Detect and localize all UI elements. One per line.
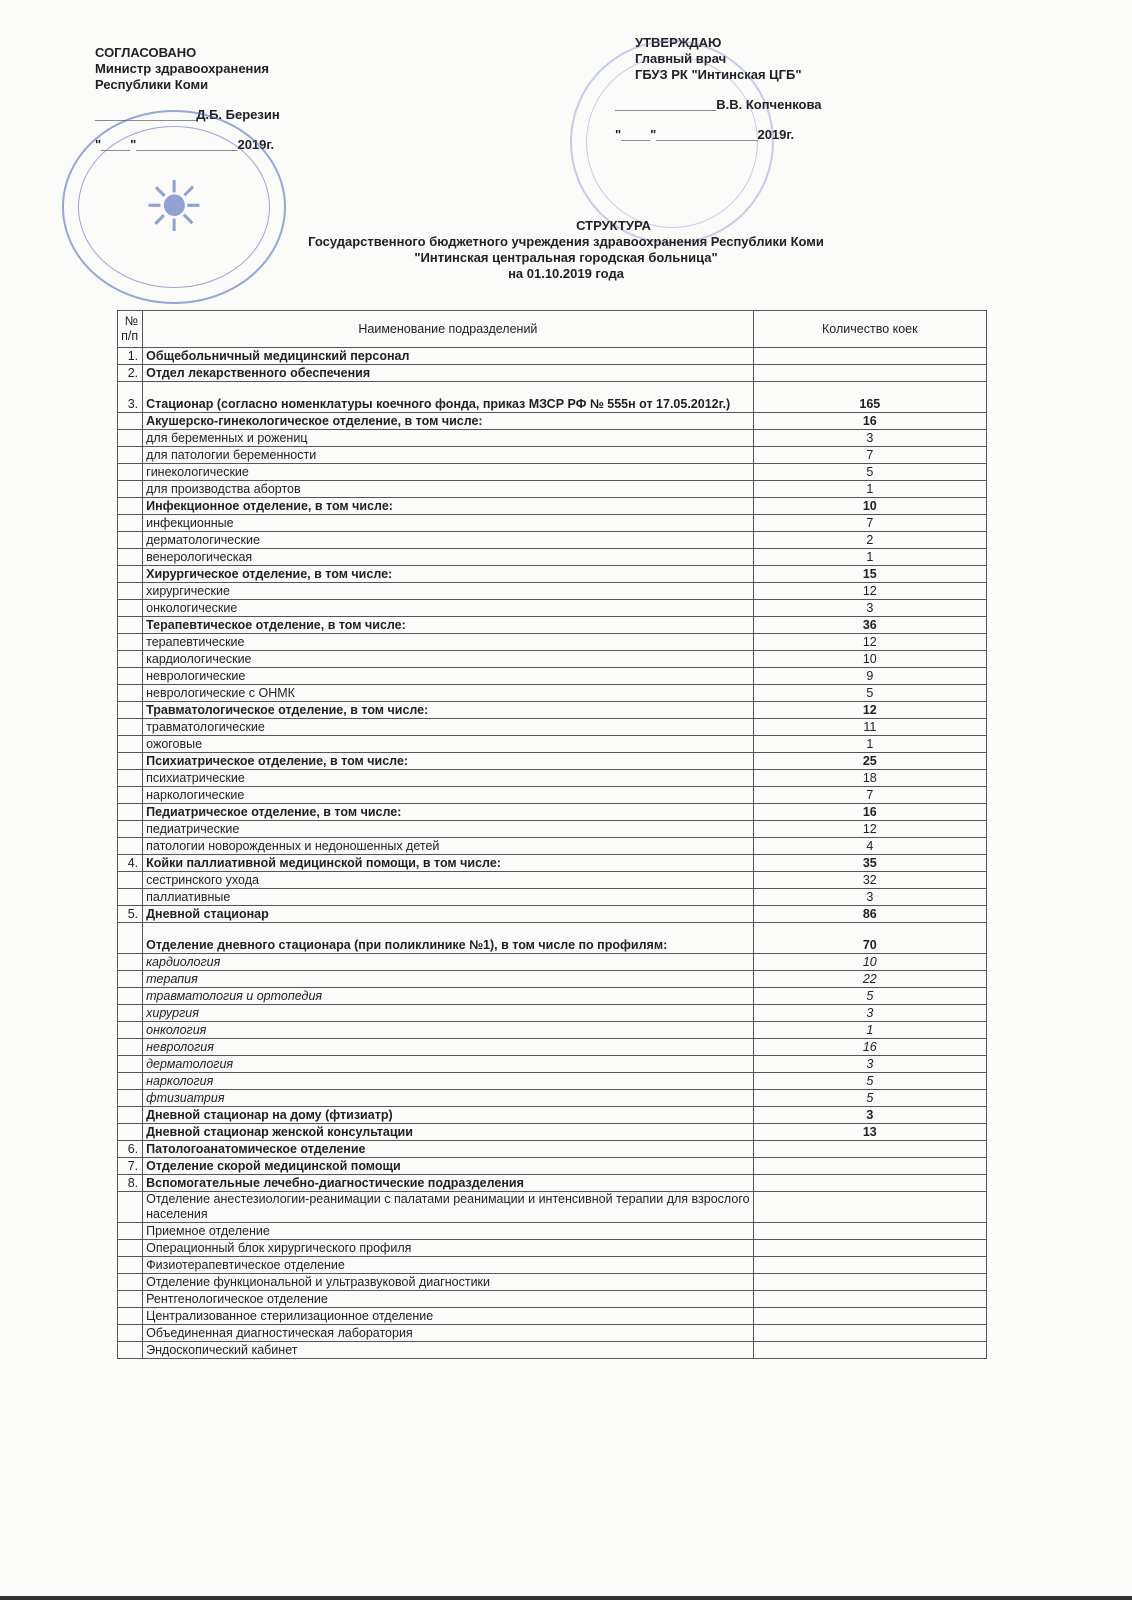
- row-beds: 12: [753, 821, 986, 838]
- row-number: [118, 583, 143, 600]
- row-name: патологии новорожденных и недоношенных детей: [143, 838, 754, 855]
- table-row: [118, 1342, 987, 1359]
- row-number: [118, 617, 143, 634]
- row-number: [118, 498, 143, 515]
- row-name: паллиативные: [143, 889, 754, 906]
- row-number: [118, 532, 143, 549]
- row-beds: 7: [753, 515, 986, 532]
- row-beds: [753, 1192, 986, 1223]
- row-beds: 3: [753, 889, 986, 906]
- approval-line: ______________В.В. Копченкова: [615, 97, 822, 112]
- row-name: Отделение скорой медицинской помощи: [143, 1158, 754, 1175]
- row-number: [118, 685, 143, 702]
- row-beds: [753, 1240, 986, 1257]
- table-row: [118, 532, 987, 549]
- row-name: ожоговые: [143, 736, 754, 753]
- table-row: [118, 1223, 987, 1240]
- row-number: 2.: [118, 365, 143, 382]
- row-beds: 3: [753, 430, 986, 447]
- row-name: инфекционные: [143, 515, 754, 532]
- row-name: наркология: [143, 1073, 754, 1090]
- table-row: [118, 821, 987, 838]
- row-name: неврологические: [143, 668, 754, 685]
- row-name: Хирургическое отделение, в том числе:: [143, 566, 754, 583]
- table-row: [118, 1257, 987, 1274]
- scan-edge: [0, 1596, 1132, 1600]
- table-row: [118, 1056, 987, 1073]
- table-row: [118, 1039, 987, 1056]
- row-name: Травматологическое отделение, в том числе:: [143, 702, 754, 719]
- row-beds: 3: [753, 1005, 986, 1022]
- row-name: Стационар (согласно номенклатуры коечного фонда, приказ МЗСР РФ № 555н от 17.05.2012г.): [143, 382, 754, 413]
- row-number: [118, 600, 143, 617]
- row-name: Патологоанатомическое отделение: [143, 1141, 754, 1158]
- hospital-seal-stamp: [570, 40, 774, 244]
- row-name: онкологические: [143, 600, 754, 617]
- table-row: [118, 1325, 987, 1342]
- row-beds: 11: [753, 719, 986, 736]
- row-number: [118, 1056, 143, 1073]
- row-beds: 10: [753, 498, 986, 515]
- row-name: наркологические: [143, 787, 754, 804]
- approval-line: "____"______________2019г.: [95, 137, 275, 152]
- row-number: [118, 1257, 143, 1274]
- row-number: [118, 1325, 143, 1342]
- table-row: [118, 600, 987, 617]
- row-beds: 9: [753, 668, 986, 685]
- row-beds: 36: [753, 617, 986, 634]
- table-row: [118, 668, 987, 685]
- row-beds: 3: [753, 1056, 986, 1073]
- row-number: [118, 651, 143, 668]
- row-name: Отделение анестезиологии-реанимации с палатами реанимации и интенсивной терапии для взрослого населения: [143, 1192, 754, 1223]
- row-name: Койки паллиативной медицинской помощи, в том числе:: [143, 855, 754, 872]
- row-number: [118, 1005, 143, 1022]
- table-row: [118, 634, 987, 651]
- row-number: [118, 954, 143, 971]
- row-number: [118, 787, 143, 804]
- row-number: [118, 923, 143, 954]
- row-number: [118, 971, 143, 988]
- table-row: [118, 988, 987, 1005]
- table-row: [118, 1090, 987, 1107]
- row-number: 5.: [118, 906, 143, 923]
- table-row: [118, 1073, 987, 1090]
- row-name: Приемное отделение: [143, 1223, 754, 1240]
- row-beds: [753, 1158, 986, 1175]
- row-name: Психиатрическое отделение, в том числе:: [143, 753, 754, 770]
- row-number: 4.: [118, 855, 143, 872]
- row-beds: 10: [753, 651, 986, 668]
- table-row: [118, 1291, 987, 1308]
- row-number: [118, 736, 143, 753]
- row-name: Операционный блок хирургического профиля: [143, 1240, 754, 1257]
- table-row: [118, 515, 987, 532]
- row-name: Объединенная диагностическая лаборатория: [143, 1325, 754, 1342]
- row-number: [118, 549, 143, 566]
- row-number: [118, 1192, 143, 1223]
- row-beds: 5: [753, 1090, 986, 1107]
- header-name: Наименование подразделений: [143, 311, 754, 348]
- table-row: [118, 617, 987, 634]
- row-beds: 16: [753, 1039, 986, 1056]
- table-row: [118, 1005, 987, 1022]
- row-beds: 16: [753, 804, 986, 821]
- row-name: Отделение дневного стационара (при поликлинике №1), в том числе по профилям:: [143, 923, 754, 954]
- row-number: [118, 821, 143, 838]
- row-number: [118, 481, 143, 498]
- table-row: [118, 464, 987, 481]
- row-number: [118, 1240, 143, 1257]
- row-beds: [753, 1291, 986, 1308]
- table-row: [118, 382, 987, 413]
- row-beds: 2: [753, 532, 986, 549]
- table-row: [118, 348, 987, 365]
- row-beds: 86: [753, 906, 986, 923]
- row-number: [118, 719, 143, 736]
- row-beds: [753, 1175, 986, 1192]
- table-row: [118, 804, 987, 821]
- row-beds: 1: [753, 736, 986, 753]
- approval-line: Главный врач: [635, 51, 727, 66]
- row-number: [118, 1022, 143, 1039]
- row-name: дерматология: [143, 1056, 754, 1073]
- row-number: [118, 872, 143, 889]
- table-row: [118, 855, 987, 872]
- row-name: для патологии беременности: [143, 447, 754, 464]
- approval-line: ______________Д.Б. Березин: [95, 107, 280, 122]
- table-row: [118, 583, 987, 600]
- row-name: травматологические: [143, 719, 754, 736]
- row-number: 3.: [118, 382, 143, 413]
- row-number: [118, 1308, 143, 1325]
- row-beds: 5: [753, 464, 986, 481]
- table-row: [118, 430, 987, 447]
- row-beds: 4: [753, 838, 986, 855]
- table-row: [118, 872, 987, 889]
- row-name: кардиологические: [143, 651, 754, 668]
- table-row: [118, 1240, 987, 1257]
- row-number: [118, 1342, 143, 1359]
- row-beds: 35: [753, 855, 986, 872]
- row-beds: 5: [753, 988, 986, 1005]
- approval-line: "____"______________2019г.: [615, 127, 795, 142]
- table-row: [118, 481, 987, 498]
- row-number: [118, 1073, 143, 1090]
- row-number: [118, 988, 143, 1005]
- table-row: [118, 651, 987, 668]
- table-row: [118, 365, 987, 382]
- row-name: терапевтические: [143, 634, 754, 651]
- row-beds: [753, 1223, 986, 1240]
- row-name: хирургические: [143, 583, 754, 600]
- table-row: [118, 923, 987, 954]
- row-name: для беременных и рожениц: [143, 430, 754, 447]
- row-beds: 5: [753, 685, 986, 702]
- table-row: [118, 685, 987, 702]
- approval-line: УТВЕРЖДАЮ: [635, 35, 722, 50]
- table-row: [118, 719, 987, 736]
- row-number: [118, 566, 143, 583]
- structure-table: [117, 310, 987, 1359]
- row-number: [118, 1223, 143, 1240]
- table-row: [118, 702, 987, 719]
- row-number: 6.: [118, 1141, 143, 1158]
- table-row: [118, 498, 987, 515]
- table-row: [118, 566, 987, 583]
- table-row: [118, 787, 987, 804]
- row-number: [118, 447, 143, 464]
- row-number: [118, 838, 143, 855]
- row-beds: [753, 365, 986, 382]
- title-line: СТРУКТУРА: [576, 218, 651, 233]
- row-beds: 12: [753, 634, 986, 651]
- table-row: [118, 447, 987, 464]
- row-name: дерматологические: [143, 532, 754, 549]
- row-name: сестринского ухода: [143, 872, 754, 889]
- row-number: [118, 889, 143, 906]
- table-row: [118, 736, 987, 753]
- row-number: [118, 634, 143, 651]
- row-beds: 18: [753, 770, 986, 787]
- row-beds: 3: [753, 1107, 986, 1124]
- table-row: [118, 1175, 987, 1192]
- row-number: [118, 1039, 143, 1056]
- row-beds: 12: [753, 583, 986, 600]
- row-beds: 32: [753, 872, 986, 889]
- row-name: Рентгенологическое отделение: [143, 1291, 754, 1308]
- row-name: травматология и ортопедия: [143, 988, 754, 1005]
- row-name: Инфекционное отделение, в том числе:: [143, 498, 754, 515]
- row-name: Акушерско-гинекологическое отделение, в том числе:: [143, 413, 754, 430]
- title-line: Государственного бюджетного учреждения здравоохранения Республики Коми: [308, 234, 824, 249]
- table-row: [118, 954, 987, 971]
- table-row: [118, 1274, 987, 1291]
- title-line: на 01.10.2019 года: [508, 266, 624, 281]
- row-number: [118, 668, 143, 685]
- table-row: [118, 1107, 987, 1124]
- row-name: педиатрические: [143, 821, 754, 838]
- approval-line: Министр здравоохранения: [95, 61, 269, 76]
- row-name: Централизованное стерилизационное отделение: [143, 1308, 754, 1325]
- row-beds: 16: [753, 413, 986, 430]
- row-name: Общебольничный медицинский персонал: [143, 348, 754, 365]
- row-number: [118, 1124, 143, 1141]
- row-beds: [753, 348, 986, 365]
- row-number: [118, 464, 143, 481]
- row-beds: [753, 1141, 986, 1158]
- row-beds: [753, 1274, 986, 1291]
- row-number: [118, 1274, 143, 1291]
- row-number: 7.: [118, 1158, 143, 1175]
- table-row: [118, 1124, 987, 1141]
- row-number: [118, 430, 143, 447]
- row-number: [118, 1107, 143, 1124]
- row-name: Отдел лекарственного обеспечения: [143, 365, 754, 382]
- document-title: [0, 218, 1132, 282]
- row-beds: 7: [753, 787, 986, 804]
- row-number: 8.: [118, 1175, 143, 1192]
- row-beds: 10: [753, 954, 986, 971]
- row-beds: [753, 1325, 986, 1342]
- row-beds: 1: [753, 481, 986, 498]
- row-beds: 13: [753, 1124, 986, 1141]
- row-number: [118, 804, 143, 821]
- row-number: [118, 1291, 143, 1308]
- row-name: Отделение функциональной и ультразвуковой диагностики: [143, 1274, 754, 1291]
- row-name: неврологические с ОНМК: [143, 685, 754, 702]
- row-name: Терапевтическое отделение, в том числе:: [143, 617, 754, 634]
- row-beds: 22: [753, 971, 986, 988]
- approval-line: ГБУЗ РК "Интинская ЦГБ": [635, 67, 802, 82]
- emblem-icon: ☀: [142, 168, 206, 246]
- row-beds: 5: [753, 1073, 986, 1090]
- row-number: [118, 702, 143, 719]
- row-beds: [753, 1257, 986, 1274]
- row-name: неврология: [143, 1039, 754, 1056]
- row-name: Дневной стационар: [143, 906, 754, 923]
- row-name: Педиатрическое отделение, в том числе:: [143, 804, 754, 821]
- table-row: [118, 889, 987, 906]
- row-beds: 12: [753, 702, 986, 719]
- row-beds: 15: [753, 566, 986, 583]
- row-number: [118, 413, 143, 430]
- row-beds: 1: [753, 549, 986, 566]
- table-row: [118, 1022, 987, 1039]
- header-beds: Количество коек: [753, 311, 986, 348]
- table-row: [118, 1192, 987, 1223]
- row-name: фтизиатрия: [143, 1090, 754, 1107]
- row-beds: 7: [753, 447, 986, 464]
- row-name: Эндоскопический кабинет: [143, 1342, 754, 1359]
- approval-line: СОГЛАСОВАНО: [95, 45, 197, 60]
- row-name: Вспомогательные лечебно-диагностические подразделения: [143, 1175, 754, 1192]
- table-row: [118, 906, 987, 923]
- row-name: Дневной стационар женской консультации: [143, 1124, 754, 1141]
- table-row: [118, 549, 987, 566]
- row-beds: 25: [753, 753, 986, 770]
- row-name: хирургия: [143, 1005, 754, 1022]
- row-number: [118, 1090, 143, 1107]
- table-row: [118, 1308, 987, 1325]
- row-beds: [753, 1342, 986, 1359]
- table-row: [118, 753, 987, 770]
- row-beds: 165: [753, 382, 986, 413]
- row-name: Дневной стационар на дому (фтизиатр): [143, 1107, 754, 1124]
- row-name: Физиотерапевтическое отделение: [143, 1257, 754, 1274]
- row-beds: 1: [753, 1022, 986, 1039]
- table-row: [118, 413, 987, 430]
- table-row: [118, 838, 987, 855]
- row-number: [118, 753, 143, 770]
- row-name: гинекологические: [143, 464, 754, 481]
- row-name: терапия: [143, 971, 754, 988]
- row-name: венерологическая: [143, 549, 754, 566]
- row-beds: 70: [753, 923, 986, 954]
- table-row: [118, 1141, 987, 1158]
- table-row: [118, 971, 987, 988]
- table-row: [118, 1158, 987, 1175]
- title-line: "Интинская центральная городская больница": [414, 250, 718, 265]
- row-name: психиатрические: [143, 770, 754, 787]
- row-number: [118, 515, 143, 532]
- row-number: [118, 770, 143, 787]
- row-beds: [753, 1308, 986, 1325]
- approval-line: Республики Коми: [95, 77, 209, 92]
- row-name: для производства абортов: [143, 481, 754, 498]
- row-name: онкология: [143, 1022, 754, 1039]
- row-number: 1.: [118, 348, 143, 365]
- header-number: № п/п: [118, 311, 143, 348]
- row-name: кардиология: [143, 954, 754, 971]
- row-beds: 3: [753, 600, 986, 617]
- table-row: [118, 770, 987, 787]
